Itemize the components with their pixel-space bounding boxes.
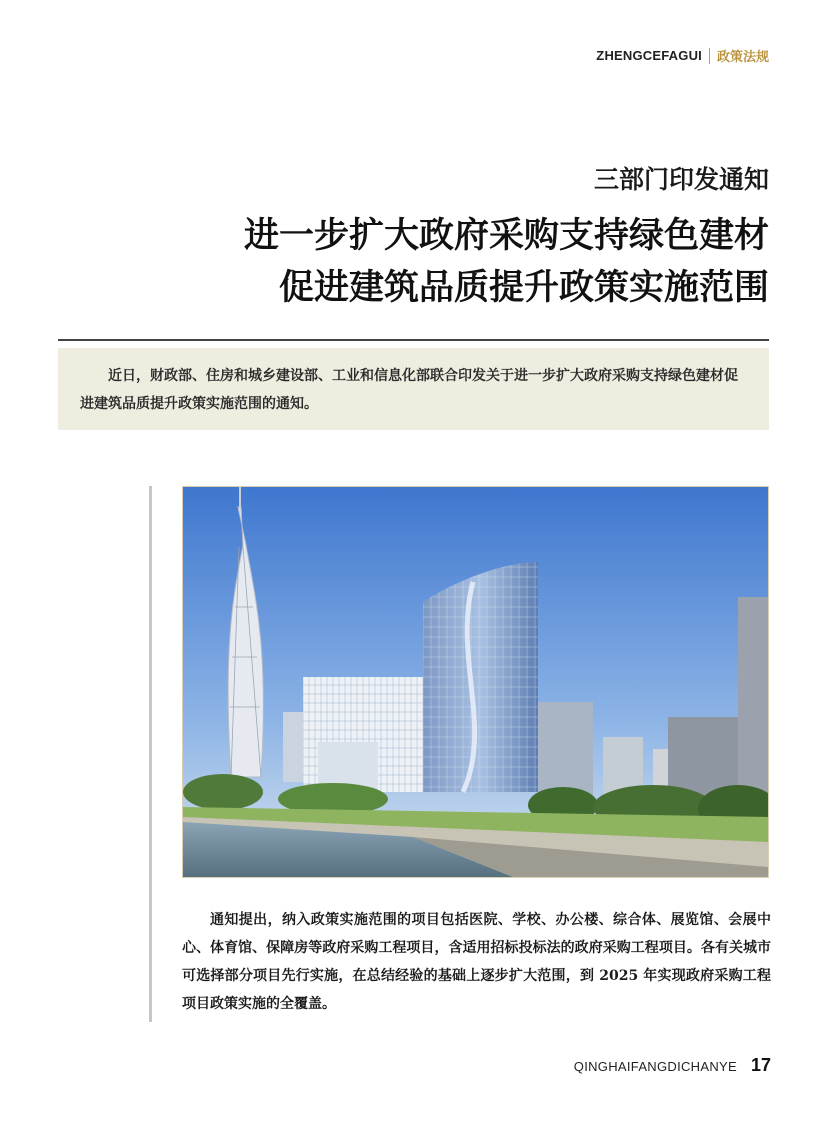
section-name-cn: 政策法规 bbox=[716, 50, 769, 65]
body-paragraph: 通知提出，纳入政策实施范围的项目包括医院、学校、办公楼、综合体、展览馆、会展中心、体育馆、保障房等政府采购工程项目，含适用招标投标法的政府采购工程项目。各有关城市可选择部分项目先行实施，在总结经验的基础上逐步扩大范围，到 2025 年实现政府采购工程项目政策实施的全覆盖。 bbox=[182, 912, 771, 1012]
city-skyline-photo bbox=[182, 486, 769, 878]
title-line-1: 进一步扩大政府采购支持绿色建材 bbox=[243, 216, 769, 256]
title-line-2: 促进建筑品质提升政策实施范围 bbox=[278, 268, 769, 308]
title-divider bbox=[58, 339, 769, 341]
page-footer bbox=[574, 1055, 771, 1076]
section-header bbox=[596, 46, 769, 65]
magazine-name: QINGHAIFANGDICHANYE bbox=[573, 1059, 737, 1074]
summary-box bbox=[58, 348, 769, 430]
article-subtitle: 三部门印发通知 bbox=[593, 165, 769, 194]
page-number: 17 bbox=[750, 1055, 771, 1075]
header-divider bbox=[709, 48, 710, 64]
article-title bbox=[244, 210, 769, 314]
summary-text: 近日，财政部、住房和城乡建设部、工业和信息化部联合印发关于进一步扩大政府采购支持绿色建材促进建筑品质提升政策实施范围的通知。 bbox=[80, 368, 738, 412]
article-body bbox=[182, 906, 771, 1018]
section-name-en: ZHENGCEFAGUI bbox=[596, 48, 702, 63]
side-bar-decoration bbox=[149, 486, 152, 1022]
